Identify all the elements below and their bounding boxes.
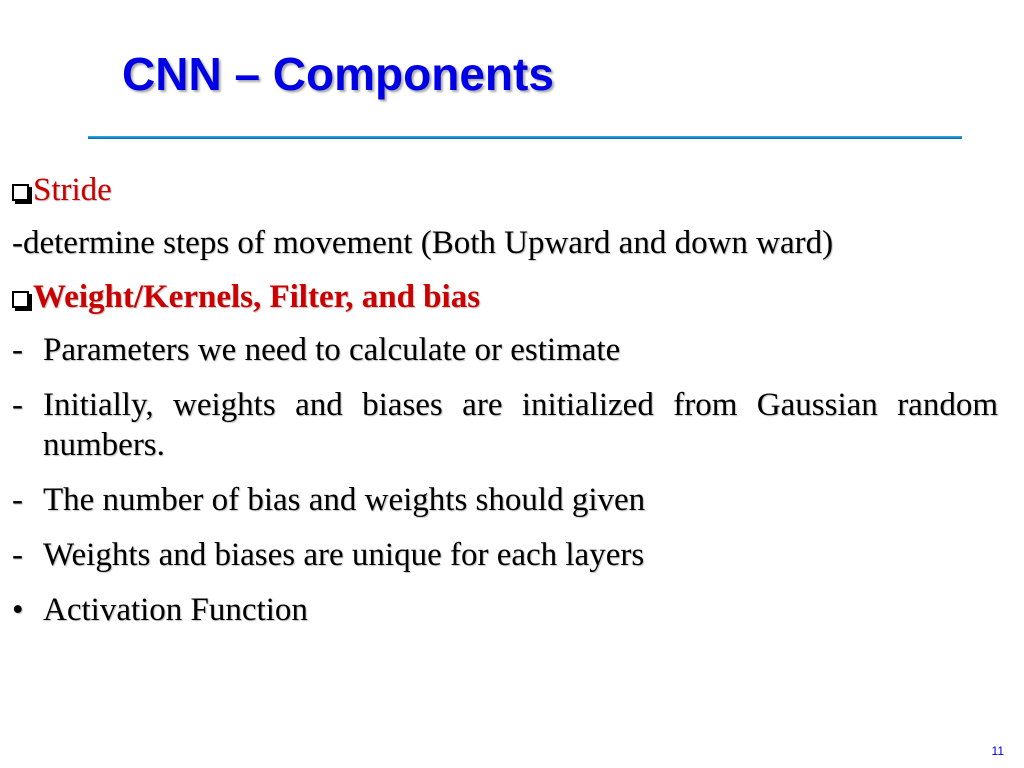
slide-title: CNN – Components	[122, 48, 554, 100]
slide-body	[12, 170, 998, 645]
list-item-text: Weights and biases are unique for each layers	[43, 537, 645, 573]
dash-bullet: -	[12, 332, 23, 368]
list-item	[12, 480, 998, 520]
checkbox-bullet-icon	[12, 291, 29, 308]
list-item-text: Parameters we need to calculate or estimate	[43, 332, 621, 368]
list-item	[12, 330, 998, 370]
list-item	[12, 535, 998, 575]
stride-description: -determine steps of movement (Both Upward and down ward)	[12, 225, 834, 261]
list-item-text: The number of bias and weights should given	[43, 482, 646, 518]
list-item-text: Activation Function	[43, 592, 308, 628]
list-item	[12, 590, 998, 630]
weights-heading-text: Weight/Kernels, Filter, and bias	[33, 279, 481, 315]
dash-bullet: -	[12, 482, 23, 518]
page-number: 11	[991, 744, 1004, 758]
dash-bullet: -	[12, 387, 23, 423]
dot-bullet: •	[12, 592, 24, 628]
list-item	[12, 385, 998, 465]
checkbox-bullet-icon	[12, 184, 29, 201]
stride-heading	[12, 170, 998, 210]
list-item-text: Initially, weights and biases are initialized from Gaussian random numbers.	[43, 387, 998, 463]
title-divider	[88, 136, 962, 139]
dash-bullet: -	[12, 537, 23, 573]
weights-heading	[12, 277, 998, 317]
stride-heading-text: Stride	[33, 172, 112, 208]
